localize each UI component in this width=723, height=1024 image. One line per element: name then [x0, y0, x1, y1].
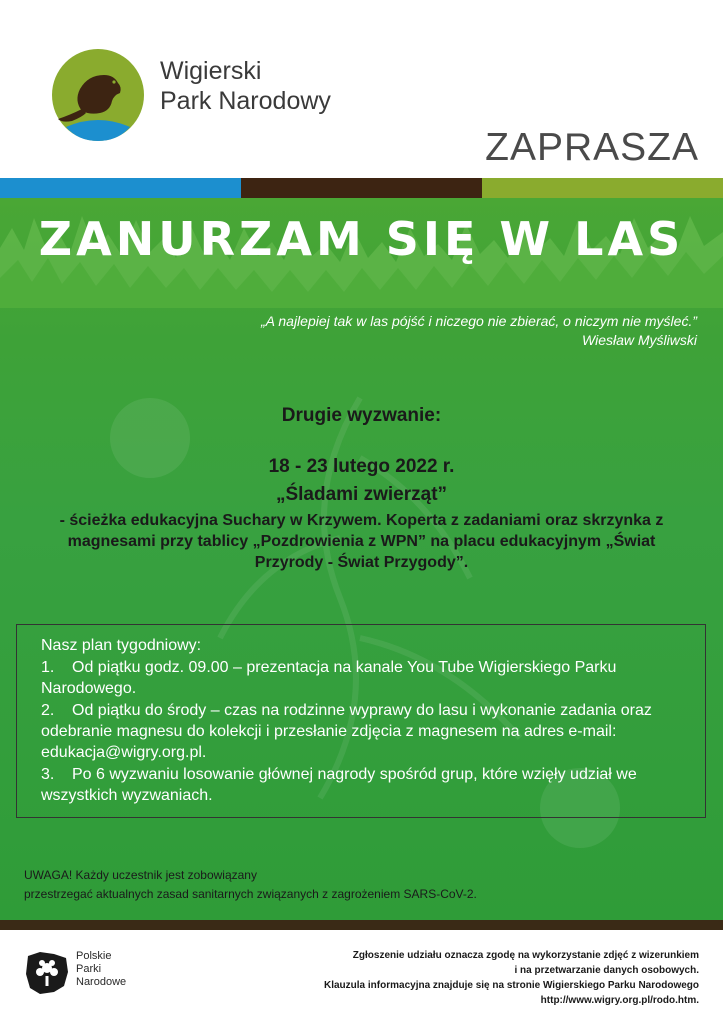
plan-heading: Nasz plan tygodniowy: [41, 637, 202, 654]
challenge-name: „Śladami zwierząt” [275, 484, 448, 505]
header [0, 0, 723, 178]
color-stripes [0, 178, 723, 198]
invites-heading: ZAPRASZA [485, 126, 699, 169]
consent-line3: Klauzula informacyjna znajduje się na stronie Wigierskiego Parku Narodowego [324, 980, 699, 991]
plan-item [41, 764, 685, 806]
event-title: ZANURZAM SIĘ W LAS [38, 212, 685, 266]
plan-item [41, 700, 685, 763]
ppn-line3: Narodowe [76, 976, 127, 988]
quote-author: Wiesław Myśliwski [582, 332, 697, 348]
plan-item [41, 657, 685, 699]
footer-divider [0, 920, 723, 930]
quote-text: „A najlepiej tak w las pójść i niczego nie zbierać, o niczym nie myśleć.” [261, 313, 697, 329]
plan-item-text: Od piątku do środy – czas na rodzinne wyprawy do lasu i wykonanie zadania oraz odebranie magnesu do kolekcji i przesłanie zdjęcia z magnesem na adres e-mail: edukacja@wigry.org.pl. [41, 702, 652, 761]
plan-item-number: 1. [41, 659, 55, 676]
ppn-name [76, 950, 126, 989]
ppn-line1: Polskie [76, 950, 112, 962]
main-panel [0, 198, 723, 920]
stripe-brown [241, 178, 482, 198]
org-name-line2: Park Narodowy [160, 87, 331, 115]
beaver-logo-icon [52, 49, 144, 141]
stripe-green [482, 178, 723, 198]
rodo-link[interactable]: http://www.wigry.org.pl/rodo.htm. [540, 995, 699, 1006]
stripe-blue [0, 178, 241, 198]
sanitary-warning [24, 866, 477, 904]
challenge-description: - ścieżka edukacyjna Suchary w Krzywem. Koperta z zadaniami oraz skrzynka z magnesami przy tablicy „Pozdrowienia z WPN” na placu edukacyjnym „Świat Przyrody - Świat Przygody”. [59, 512, 664, 571]
consent-line2: i na przetwarzanie danych osobowych. [514, 965, 699, 976]
plan-item-text: Od piątku godz. 09.00 – prezentacja na kanale You Tube Wigierskiego Parku Narodowego. [41, 659, 617, 697]
consent-line1: Zgłoszenie udziału oznacza zgodę na wykorzystanie zdjęć z wizerunkiem [352, 950, 699, 961]
polish-national-parks-logo-icon [24, 950, 70, 996]
ppn-line2: Parki [76, 963, 102, 975]
consent-notice [324, 948, 699, 1008]
weekly-plan-box [16, 624, 706, 818]
plan-item-number: 3. [41, 766, 55, 783]
challenge-label: Drugie wyzwanie: [281, 405, 442, 426]
warning-line2: przestrzegać aktualnych zasad sanitarnych związanych z zagrożeniem SARS-CoV-2. [24, 887, 477, 901]
plan-item-text: Po 6 wyzwaniu losowanie głównej nagrody spośród grup, które wzięły udział we wszystkich wyzwaniach. [41, 766, 637, 804]
challenge-dates: 18 - 23 lutego 2022 r. [268, 456, 455, 477]
warning-line1: UWAGA! Każdy uczestnik jest zobowiązany [24, 868, 257, 882]
footer [0, 930, 723, 1024]
org-name-line1: Wigierski [160, 57, 262, 85]
plan-item-number: 2. [41, 702, 55, 719]
org-name [160, 56, 331, 116]
